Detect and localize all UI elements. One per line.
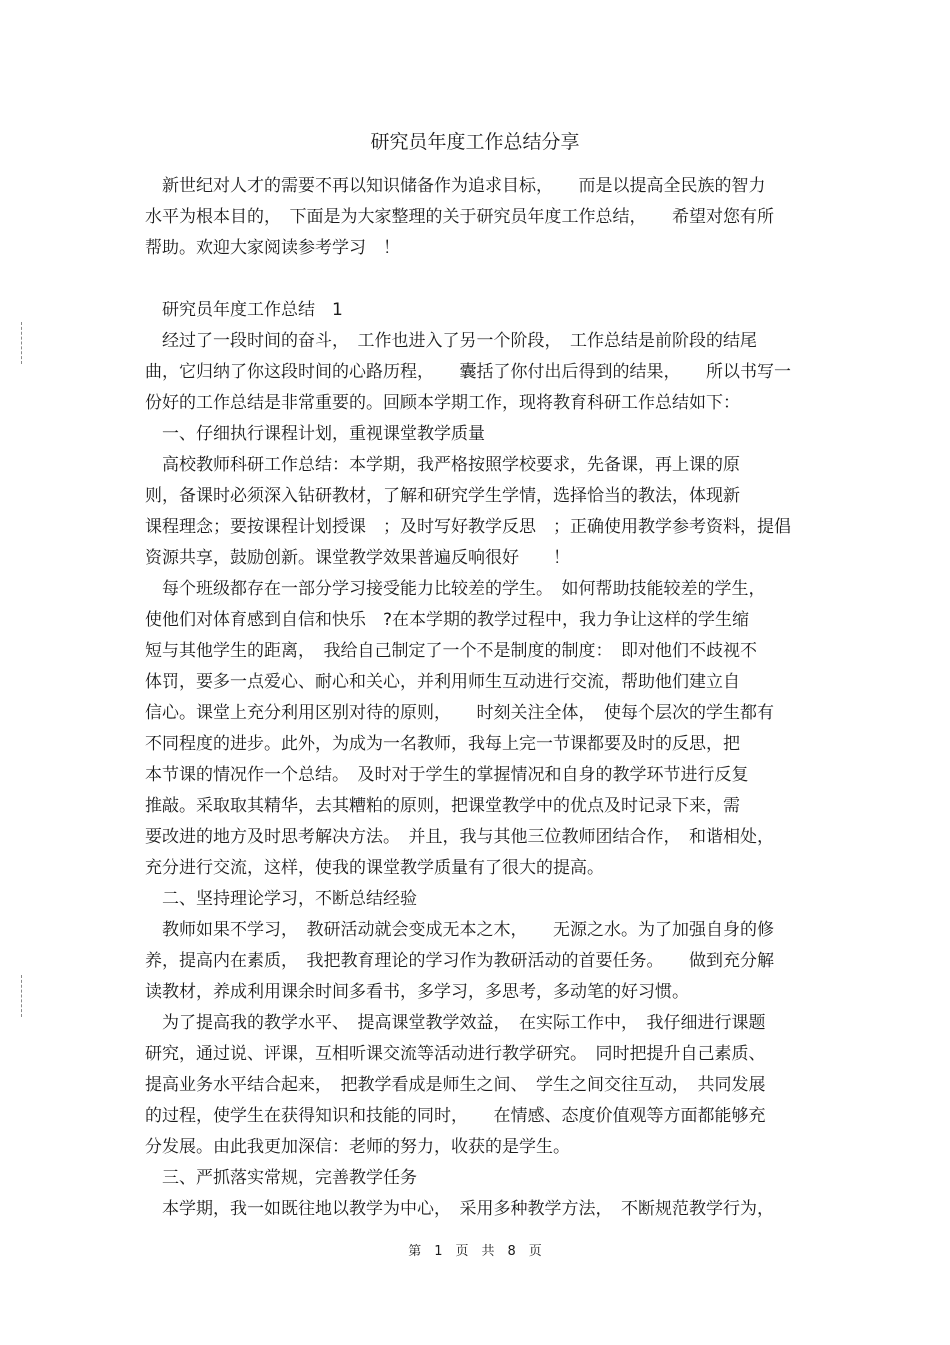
paragraph	[145, 574, 810, 884]
paragraph	[145, 264, 810, 295]
text-line: 信心。课堂上充分利用区别对待的原则， 时刻关注全体， 使每个层次的学生都有	[145, 703, 774, 723]
text-line: 教师如果不学习， 教研活动就会变成无本之木， 无源之水。为了加强自身的修	[145, 920, 774, 940]
text-line: 份好的工作总结是非常重要的。回顾本学期工作，现将教育科研工作总结如下：	[145, 393, 740, 413]
text-line: 三、严抓落实常规，完善教学任务	[145, 1168, 417, 1188]
text-line: 课程理念；要按课程计划授课 ；及时写好教学反思 ；正确使用教学参考资料，提倡	[145, 517, 791, 537]
text-line: 研究员年度工作总结 1	[145, 300, 343, 320]
paragraph	[145, 326, 810, 419]
paragraph	[145, 1194, 810, 1225]
binding-margin-mark	[21, 322, 22, 364]
text-line: 则，备课时必须深入钻研教材，了解和研究学生学情，选择恰当的教法，体现新	[145, 486, 740, 506]
page-footer: 第 1 页 共 8 页	[408, 1244, 542, 1259]
text-line: 使他们对体育感到自信和快乐 ?在本学期的教学过程中，我力争让这样的学生缩	[145, 610, 750, 630]
text-line: 养，提高内在素质， 我把教育理论的学习作为教研活动的首要任务。 做到充分解	[145, 951, 774, 971]
paragraph	[145, 419, 810, 450]
text-line: 研究，通过说、评课，互相听课交流等活动进行教学研究。 同时把提升自己素质、	[145, 1044, 766, 1064]
text-line: 新世纪对人才的需要不再以知识储备作为追求目标， 而是以提高全民族的智力	[145, 176, 766, 196]
text-line: 经过了一段时间的奋斗， 工作也进入了另一个阶段， 工作总结是前阶段的结尾	[145, 331, 757, 351]
paragraph	[145, 171, 810, 264]
text-line: 二、坚持理论学习，不断总结经验	[145, 889, 417, 909]
binding-margin-mark	[21, 975, 22, 1017]
text-line: 资源共享，鼓励创新。课堂教学效果普遍反响很好 ！	[145, 548, 570, 568]
text-line: 推敲。采取取其精华，去其糟粕的原则，把课堂教学中的优点及时记录下来，需	[145, 796, 740, 816]
text-line: 的过程，使学生在获得知识和技能的同时， 在情感、态度价值观等方面都能够充	[145, 1106, 766, 1126]
text-line: 高校教师科研工作总结：本学期，我严格按照学校要求，先备课，再上课的原	[145, 455, 740, 475]
text-line	[145, 264, 810, 295]
text-line: 读教材，养成利用课余时间多看书，多学习，多思考，多动笔的好习惯。	[145, 982, 689, 1002]
paragraph	[145, 1008, 810, 1163]
text-line: 每个班级都存在一部分学习接受能力比较差的学生。 如何帮助技能较差的学生，	[145, 579, 766, 599]
text-line: 短与其他学生的距离， 我给自己制定了一个不是制度的制度： 即对他们不歧视不	[145, 641, 757, 661]
text-line: 要改进的地方及时思考解决方法。 并且，我与其他三位教师团结合作， 和谐相处，	[145, 827, 774, 847]
text-line: 分发展。由此我更加深信：老师的努力，收获的是学生。	[145, 1137, 570, 1157]
text-line: 本节课的情况作一个总结。 及时对于学生的掌握情况和自身的教学环节进行反复	[145, 765, 749, 785]
paragraph	[145, 295, 810, 326]
text-line: 提高业务水平结合起来， 把教学看成是师生之间、 学生之间交往互动， 共同发展	[145, 1075, 766, 1095]
text-line: 一、仔细执行课程计划，重视课堂教学质量	[145, 424, 485, 444]
paragraph	[145, 1163, 810, 1194]
document-body	[145, 171, 810, 1225]
text-line: 帮助。欢迎大家阅读参考学习 ！	[145, 238, 400, 258]
text-line: 充分进行交流，这样，使我的课堂教学质量有了很大的提高。	[145, 858, 604, 878]
paragraph	[145, 915, 810, 1008]
text-line: 不同程度的进步。此外，为成为一名教师，我每上完一节课都要及时的反思，把	[145, 734, 740, 754]
document-title: 研究员年度工作总结分享	[370, 131, 580, 153]
text-line: 体罚，要多一点爱心、耐心和关心，并利用师生互动进行交流，帮助他们建立自	[145, 672, 740, 692]
text-line: 本学期，我一如既往地以教学为中心， 采用多种教学方法， 不断规范教学行为，	[145, 1199, 774, 1219]
text-line: 为了提高我的教学水平、 提高课堂教学效益， 在实际工作中， 我仔细进行课题	[145, 1013, 766, 1033]
text-line: 水平为根本目的， 下面是为大家整理的关于研究员年度工作总结， 希望对您有所	[145, 207, 774, 227]
paragraph	[145, 450, 810, 574]
text-line: 曲，它归纳了你这段时间的心路历程， 囊括了你付出后得到的结果， 所以书写一	[145, 362, 791, 382]
paragraph	[145, 884, 810, 915]
